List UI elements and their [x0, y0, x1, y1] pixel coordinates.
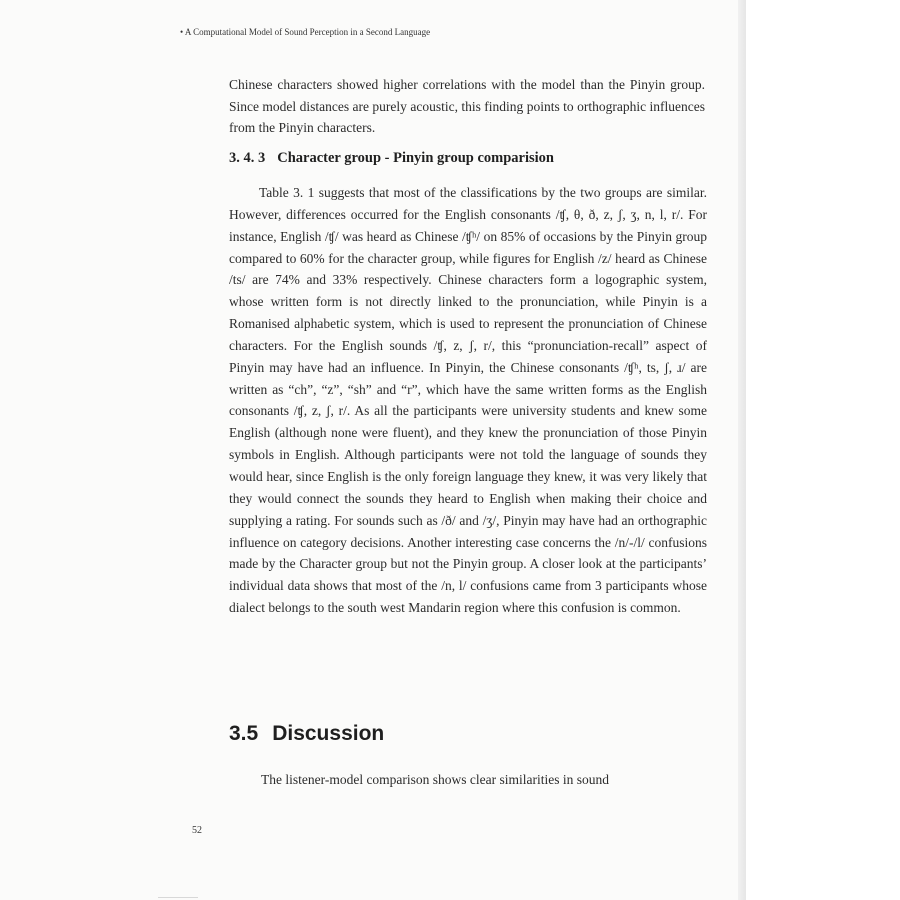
section-heading-3-5 [229, 722, 384, 746]
page-right-margin [746, 0, 900, 900]
page-number: 52 [192, 825, 202, 836]
bottom-edge-mark [158, 897, 198, 898]
paragraph-discussion: The listener-model comparison shows clear similarities in sound [261, 772, 610, 787]
running-header: • A Computational Model of Sound Perception in a Second Language [180, 27, 431, 37]
paragraph-intro: Chinese characters showed higher correlations with the model than the Pinyin group. Since model distances are purely acoustic, this finding points to orthographic influences from the Pinyin characters. [229, 77, 705, 135]
section-title: Discussion [272, 722, 385, 745]
paragraph-comparison: Table 3. 1 suggests that most of the classifications by the two groups are similar. However, differences occurred for the English consonants /ʧ, θ, ð, z, ʃ, ʒ, n, l, r/. For instance, English /ʧ/ was heard as Chinese /ʧʰ/ on 85% of occasions by the Pinyin group compared to 60% for the character group, while figures for English /z/ heard as Chinese /ts/ are 74% and 33% respectively. Chinese characters form a logographic system, whose written form is not directly linked to the pronunciation, while Pinyin is a Romanised alphabetic system, which is used to represent the pronunciation of Chinese characters. For the English sounds /ʧ, z, ʃ, r/, this “pronunciation-recall” aspect of Pinyin may have had an influence. In Pinyin, the Chinese consonants /ʧʰ, ts, ʃ, ɹ/ are written as “ch”, “z”, “sh” and “r”, which have the same written forms as the English consonants /ʧ, z, ʃ, r/. As all the participants were university students and knew some English (although none were fluent), and they knew the pronunciation of those Pinyin symbols in English. Although participants were not told the language of sounds they would hear, since English is the only foreign language they knew, it was very likely that they would connect the sounds they heard to English when making their choice and supplying a rating. For sounds such as /ð/ and /ʒ/, Pinyin may have had an orthographic influence on category decisions. Another interesting case concerns the /n/-/l/ confusions made by the Character group but not the Pinyin group. A closer look at the participants’ individual data shows that most of the /n, l/ confusions came from 3 participants whose dialect belongs to the south west Mandarin region where this confusion is common. [229, 185, 707, 616]
section-heading-3-4-3 [229, 150, 554, 167]
page-gutter-shadow [738, 0, 746, 900]
section-title: Character group - Pinyin group comparision [277, 150, 554, 166]
section-number: 3.5 [229, 722, 259, 745]
section-number: 3. 4. 3 [229, 150, 266, 166]
